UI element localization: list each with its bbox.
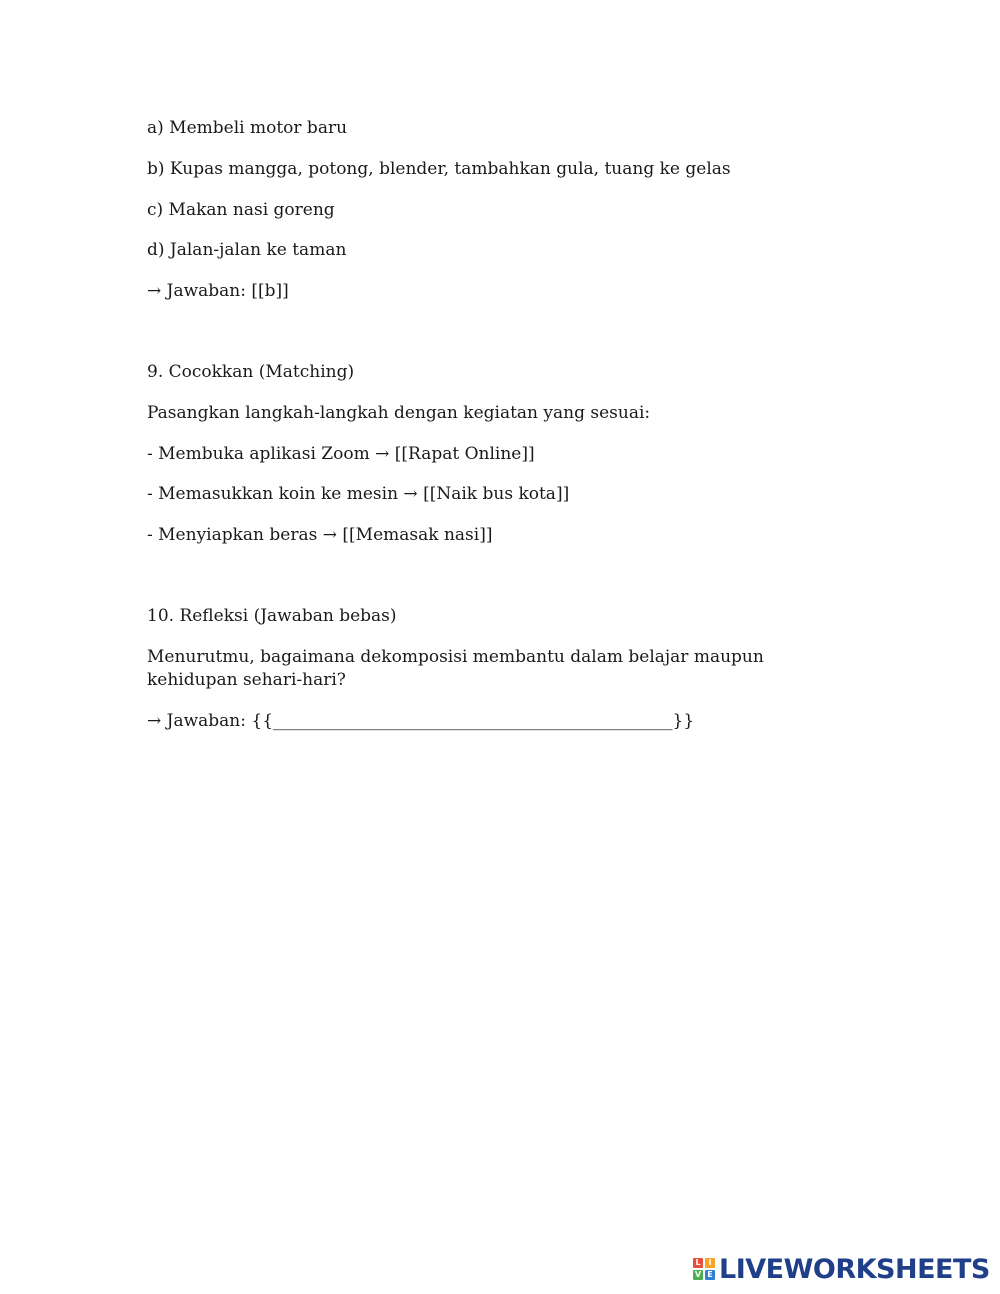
question-10-title: 10. Refleksi (Jawaban bebas) (147, 606, 397, 626)
answer-10-field[interactable]: → Jawaban: {{_______________________________________________}} (147, 711, 695, 731)
question-9-title: 9. Cocokkan (Matching) (147, 362, 355, 382)
question-9-instruction: Pasangkan langkah-langkah dengan kegiatan yang sesuai: (147, 403, 651, 423)
answer-8[interactable]: → Jawaban: [[b]] (147, 281, 289, 301)
matching-pair-3[interactable]: - Menyiapkan beras → [[Memasak nasi]] (147, 525, 493, 545)
matching-pair-1[interactable]: - Membuka aplikasi Zoom → [[Rapat Online]] (147, 444, 535, 464)
option-b: b) Kupas mangga, potong, blender, tambahkan gula, tuang ke gelas (147, 159, 731, 179)
option-a: a) Membeli motor baru (147, 118, 348, 138)
logo-letter-v: V (694, 1270, 702, 1279)
logo-text: LIVEWORKSHEETS (719, 1253, 990, 1285)
logo-letter-i: I (705, 1258, 715, 1268)
liveworksheets-logo (693, 1254, 990, 1284)
option-c: c) Makan nasi goreng (147, 200, 335, 220)
logo-grid-icon (693, 1258, 715, 1280)
question-10-prompt: Menurutmu, bagaimana dekomposisi membantu dalam belajar maupun kehidupan sehari-hari? (147, 647, 764, 690)
logo-letter-l: L (693, 1258, 703, 1268)
matching-pair-2[interactable]: - Memasukkan koin ke mesin → [[Naik bus kota]] (147, 484, 570, 504)
option-d: d) Jalan-jalan ke taman (147, 240, 347, 260)
logo-letter-e: E (705, 1270, 715, 1280)
